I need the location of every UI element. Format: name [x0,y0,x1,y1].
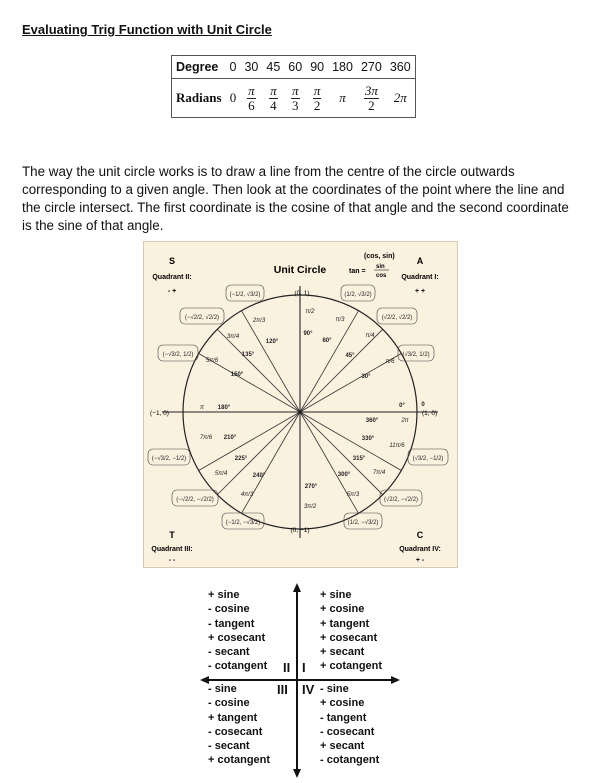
degree-cell: 45 [262,56,284,79]
radian-label-7pi-4: 7π/4 [372,470,386,476]
angle-spoke-135 [217,329,300,412]
radian-label-5pi-3: 5π/3 [346,492,360,498]
sign-item: + tangent [208,711,258,724]
radian-fraction [247,84,256,113]
quadrant-i-signs: + + [414,288,426,295]
degree-label-60: 60° [322,338,332,344]
quadrant-iii-numeral: III [277,682,288,697]
quadrant-ii-numeral: II [283,660,291,675]
angle-spoke-315 [300,412,383,495]
degree-radian-table [171,55,416,118]
quadrant-iii-label: Quadrant III: [151,546,193,553]
radian-numerator: π [313,82,321,98]
sign-item: + cosecant [320,631,378,644]
radian-cell [386,79,415,118]
coord-30: (√3/2, 1/2) [402,352,430,358]
cos-sin-label: (cos, sin) [364,253,395,260]
degree-label-270: 270° [304,484,318,490]
quadrant-iii-signs-list [208,682,270,768]
quadrant-iii-signs: - - [168,557,176,564]
degree-cell: 90 [306,56,328,79]
quadrant-ii-signs-list [208,588,267,674]
quadrant-i-signs-list [320,588,382,674]
radian-denominator: 6 [248,97,255,113]
unit-circle-svg [144,242,457,567]
quadrant-ii-label: Quadrant II: [152,274,192,281]
radian-denominator: 2 [368,97,375,113]
sign-item: + secant [320,646,365,659]
degree-label: Degree [172,56,226,79]
sign-item: - cotangent [320,754,380,767]
radian-cell [328,79,357,118]
coord-60: (1/2, √3/2) [344,292,372,298]
sign-item: - secant [208,646,250,659]
radian-numerator: π [291,82,299,98]
sign-item: - sine [208,683,237,695]
sign-item: + cotangent [208,754,271,767]
arrow-right-icon [391,676,400,684]
degree-cell: 360 [386,56,415,79]
quadrant-letter-c: C [416,530,424,540]
angle-spoke-210 [199,412,300,471]
sign-item: - sine [320,683,349,695]
degree-cell: 0 [226,56,241,79]
page-title: Evaluating Trig Function with Unit Circle [22,22,272,37]
radian-label-2pi: 2π [401,418,409,424]
sign-item: + cosine [320,603,365,616]
coord-300: (1/2, −√3/2) [347,520,379,526]
sign-item: + sine [320,589,352,601]
quadrant-letter-t: T [169,530,175,540]
degree-label-0: 0° [399,403,405,409]
radian-value: π [339,90,346,105]
angle-spoke-120 [242,311,301,412]
degree-label-240: 240° [252,473,266,479]
degree-label-225: 225° [234,456,248,462]
radian-label-11pi-6: 11π/6 [389,443,405,449]
radian-fraction [313,84,322,113]
radian-label-pi-3: π/3 [335,317,345,323]
coord-135: (−√2/2, √2/2) [184,315,220,321]
degree-label-360: 360° [365,418,379,424]
radian-denominator: 4 [270,97,277,113]
coord-330: (√3/2, −1/2) [412,456,444,462]
radian-value: 0 [229,90,237,105]
degree-cell: 30 [240,56,262,79]
angle-spoke-45 [300,329,383,412]
sign-item: + cosine [320,697,365,710]
sign-item: - cosecant [208,725,263,738]
sign-item: + secant [320,740,365,753]
radian-label-0: 0 [421,402,425,408]
sign-item: - tangent [208,617,255,630]
degree-label-180: 180° [217,405,231,411]
degree-label-150: 150° [230,372,244,378]
coord-120: (−1/2, √3/2) [229,292,261,298]
sign-item: + cosecant [208,631,266,644]
radian-label-2pi-3: 2π/3 [252,318,266,324]
angle-spoke-330 [300,412,401,471]
degree-label-90: 90° [303,331,313,337]
angle-spoke-225 [214,412,300,495]
sign-item: - secant [208,740,250,753]
axis-point-left: (−1, 0) [150,410,169,417]
sign-item: + sine [208,589,240,601]
explanation-paragraph: The way the unit circle works is to draw a line from the centre of the circle outwards corresponding to a given angle. Then look at the coordinates of the point where the line and the circle intersect. The first coordinate is the cosine of that angle and the second coordinate is the sine of that angle. [22,164,569,233]
radian-cell [357,79,386,118]
coord-315: (√2/2, −√2/2) [383,497,419,503]
radian-label-pi-6: π/6 [385,359,395,365]
radian-fraction [291,84,300,113]
degree-label-120: 120° [265,339,279,345]
radian-label-3pi-2: 3π/2 [303,504,317,510]
axis-point-bottom: (0, −1) [290,527,310,534]
coord-210: (−√3/2, −1/2) [151,456,187,462]
radian-label-5pi-6: 5π/6 [205,358,219,364]
degree-cell: 60 [284,56,306,79]
sign-item: + cotangent [320,660,383,673]
radian-value: 2π [393,90,407,105]
quadrant-i-label: Quadrant I: [401,274,439,281]
degree-label-210: 210° [223,435,237,441]
radian-cell [240,79,262,118]
degree-label-45: 45° [345,353,355,359]
coord-45: (√2/2, √2/2) [381,315,413,321]
quadrant-i-numeral: I [302,660,306,675]
coord-225: (−√2/2, −√2/2) [176,497,214,503]
radian-label-3pi-4: 3π/4 [226,334,240,340]
unit-circle-title: Unit Circle [273,264,327,276]
sign-item: - cosine [208,603,250,616]
quadrant-ii-signs: - + [167,288,177,295]
radian-cell [226,79,241,118]
radian-row [172,79,416,118]
radian-fraction [364,84,379,113]
degree-label-315: 315° [352,456,366,462]
radian-label-7pi-6: 7π/6 [199,435,213,441]
trig-signs-diagram [200,583,400,778]
sign-item: - cosecant [320,725,375,738]
radian-denominator: 2 [313,97,321,113]
quadrant-iv-label: Quadrant IV: [399,546,441,553]
sign-item: - cotangent [208,660,268,673]
sign-item: - cosine [208,697,250,710]
radian-cell [306,79,328,118]
angle-spoke-300 [300,412,359,513]
quadrant-letter-s: S [168,256,176,266]
angle-spoke-60 [300,311,359,412]
sign-item: + tangent [320,617,370,630]
degree-cell: 270 [357,56,386,79]
arrow-up-icon [293,583,301,592]
angle-spoke-240 [242,412,301,513]
radian-label-5pi-4: 5π/4 [214,471,228,477]
degree-cell: 180 [328,56,357,79]
degree-label-300: 300° [337,472,351,478]
quadrant-letter-a: A [416,256,424,266]
radian-cell [284,79,306,118]
degree-label-330: 330° [361,436,375,442]
radian-numerator: π [270,82,277,98]
radian-numerator: π [248,82,255,98]
radians-label: Radians [172,79,226,118]
radian-cell [262,79,284,118]
axis-point-right: (1, 0) [422,410,438,417]
radian-denominator: 3 [291,97,299,113]
radian-fraction [269,84,278,113]
radian-label-pi-4: π/4 [365,333,375,339]
tan-numerator: sin [376,264,385,270]
radian-label-pi: π [199,405,205,411]
quadrant-iv-signs: + - [415,557,425,564]
tan-label: tan = [349,268,366,275]
quadrant-iv-signs-list [320,682,379,768]
coord-150: (−√3/2, 1/2) [162,352,194,358]
degree-label-135: 135° [241,352,255,358]
tan-denominator: cos [376,273,387,279]
radian-label-pi-2: π/2 [305,309,315,315]
radian-label-4pi-3: 4π/3 [240,492,254,498]
arrow-down-icon [293,769,301,778]
unit-circle-figure [143,241,458,568]
axis-point-top: (0, 1) [294,290,310,297]
sign-item: - tangent [320,711,367,724]
radian-numerator: 3π [364,82,378,98]
coord-240: (−1/2, −√3/2) [225,520,261,526]
quadrant-iv-numeral: IV [302,682,315,697]
degree-row [172,56,416,79]
degree-label-30: 30° [361,374,371,380]
